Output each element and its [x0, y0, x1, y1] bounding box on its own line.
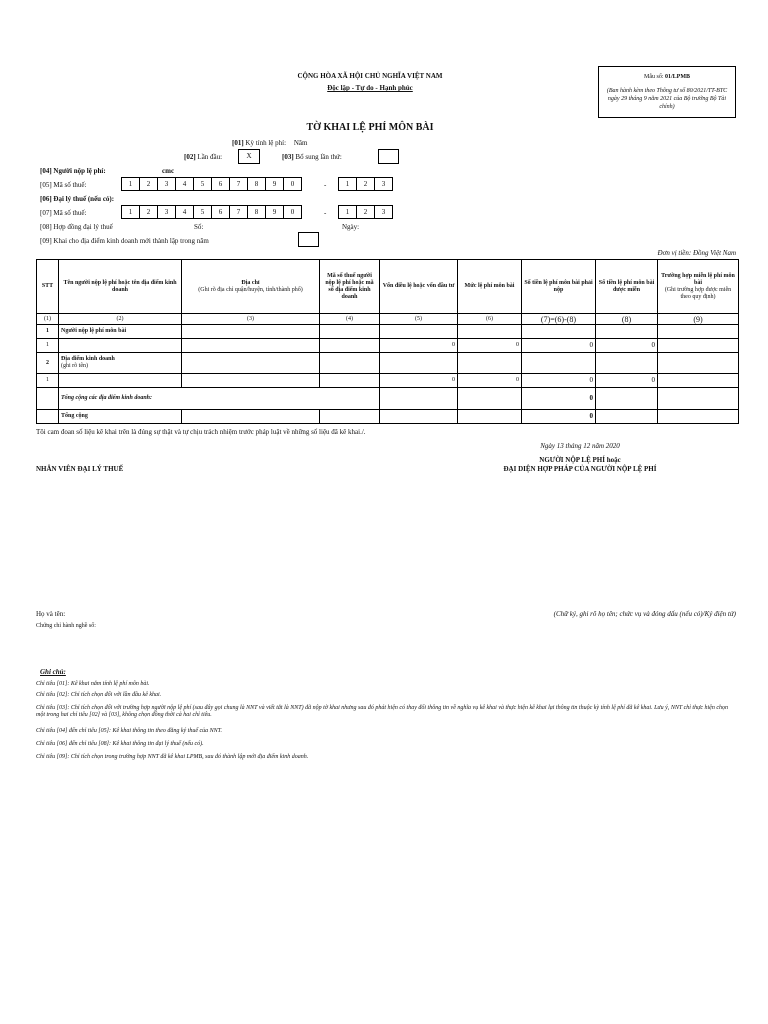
note-item: Chỉ tiêu [06] đến chỉ tiêu [08]: Kê khai thông tin đại lý thuế (nếu có). — [36, 741, 204, 747]
tax-code-cells — [122, 177, 302, 191]
fee-table — [36, 259, 739, 424]
section-row-payer — [37, 325, 739, 339]
field-01-code: [01] — [232, 139, 244, 147]
first-time-checkbox[interactable]: X — [238, 149, 260, 164]
section-note: (ghi rõ tên) — [61, 363, 88, 369]
tax-digit-cell: 6 — [211, 205, 230, 219]
form-number: 01/LPMB — [665, 74, 690, 80]
cell-exempt-amount[interactable]: 0 — [596, 374, 658, 388]
field-01-label: Kỳ tính lệ phí: — [245, 139, 287, 147]
note-item: Chỉ tiêu [04] đến chỉ tiêu [05]: Kê khai thông tin theo đăng ký thuế của NNT. — [36, 728, 223, 734]
country-name: CỘNG HÒA XÃ HỘI CHỦ NGHĨA VIỆT NAM — [297, 72, 443, 80]
col-header: Mã số thuế người nộp lệ phí hoặc mã số địa điểm kinh doanh — [320, 260, 380, 314]
agent-name-label: Họ và tên: — [36, 610, 66, 618]
cell-name[interactable] — [59, 374, 182, 388]
field-03-label: Bổ sung lần thứ: — [295, 153, 342, 161]
tax-digit-cell: 9 — [265, 177, 284, 191]
col-header-exempt — [658, 260, 739, 314]
cell-address[interactable] — [182, 374, 320, 388]
col-number: (7)=(6)-(8) — [522, 314, 596, 325]
field-02 — [184, 153, 222, 162]
tax-digit-cell: 4 — [175, 177, 194, 191]
field-03-code: [03] — [282, 153, 294, 161]
column-number-row — [37, 314, 739, 325]
col-header-address — [182, 260, 320, 314]
field-08 — [40, 223, 113, 232]
field-04-label: Người nộp lệ phí: — [53, 167, 106, 175]
agent-cert-label: Chứng chỉ hành nghề số: — [36, 623, 96, 629]
sign-note: (Chữ ký, ghi rõ họ tên; chức vụ và đóng dấu (nếu có)/Ký điện tử) — [553, 610, 736, 618]
tax-digit-cell: 7 — [229, 177, 248, 191]
agent-tax-code-dash: - — [324, 209, 327, 217]
section-label: Người nộp lệ phí môn bài — [59, 325, 182, 339]
subtotal-row — [37, 388, 739, 410]
subtotal-value: 0 — [522, 388, 596, 410]
tax-digit-cell: 8 — [247, 205, 266, 219]
form-number-box — [598, 66, 736, 118]
col-header: Số tiền lệ phí môn bài được miễn — [596, 260, 658, 314]
cell-exempt-case[interactable] — [658, 374, 739, 388]
table-row — [37, 374, 739, 388]
cell-fee-level[interactable]: 0 — [458, 374, 522, 388]
cell-name[interactable] — [59, 339, 182, 353]
branch-digit-cell: 1 — [338, 177, 357, 191]
field-04 — [40, 167, 106, 176]
cell-capital[interactable]: 0 — [380, 374, 458, 388]
col-number: (6) — [458, 314, 522, 325]
agent-branch-code-cells — [339, 205, 393, 219]
cell-fee-level[interactable]: 0 — [458, 339, 522, 353]
branch-digit-cell: 2 — [356, 177, 375, 191]
tax-digit-cell: 8 — [247, 177, 266, 191]
tax-digit-cell: 1 — [121, 205, 140, 219]
tax-digit-cell: 2 — [139, 177, 158, 191]
tax-code-dash: - — [324, 181, 327, 189]
field-08-code: [08] — [40, 223, 52, 231]
field-06-label: Đại lý thuế (nếu có): — [53, 195, 115, 203]
payer-name-value: cmc — [162, 167, 175, 175]
branch-code-cells — [339, 177, 393, 191]
field-09-label: Khai cho địa điểm kinh doanh mới thành lập trong năm — [53, 237, 209, 245]
supplement-checkbox[interactable] — [378, 149, 399, 164]
cell-exempt-case[interactable] — [658, 339, 739, 353]
col-number: (2) — [59, 314, 182, 325]
field-02-label: Lần đầu: — [197, 153, 223, 161]
form-number-label: Mẫu số: — [644, 74, 664, 80]
contract-date-label: Ngày: — [342, 223, 360, 231]
field-07 — [40, 209, 86, 218]
field-07-label: Mã số thuế: — [53, 209, 87, 217]
branch-digit-cell: 1 — [338, 205, 357, 219]
row-stt: 1 — [37, 374, 59, 388]
note-item: Chỉ tiêu [03]: Chỉ tích chọn đối với trường hợp người nộp lệ phí (sau đây gọi chung là NNT và viết tắt là NNT) đã nộp tờ khai nhưng sau đó phát hiện có thay đổi thông tin về nghĩa vụ kê khai và thực hiện kê khai lại thông tin thuộc kỳ tính lệ phí đã kê khai. Lưu ý, NNT chỉ thực hiện chọn một trong hai chỉ tiêu [02] và [03], không chọn đồng thời cả hai chỉ tiêu. — [36, 705, 729, 718]
field-02-code: [02] — [184, 153, 196, 161]
note-item: Chỉ tiêu [02]: Chỉ tích chọn đối với lần đầu kê khai. — [36, 692, 162, 698]
page-title: TỜ KHAI LỆ PHÍ MÔN BÀI — [306, 122, 434, 133]
tax-digit-cell: 2 — [139, 205, 158, 219]
tax-digit-cell: 4 — [175, 205, 194, 219]
col-number: (3) — [182, 314, 320, 325]
tax-digit-cell: 5 — [193, 205, 212, 219]
col-header: Địa chỉ — [241, 279, 260, 286]
cell-payable[interactable]: 0 — [522, 339, 596, 353]
total-label: Tổng cộng — [59, 410, 182, 424]
branch-digit-cell: 3 — [374, 177, 393, 191]
field-05 — [40, 181, 86, 190]
section-stt: 2 — [37, 353, 59, 374]
field-05-code: [05] — [40, 181, 52, 189]
field-04-code: [04] — [40, 167, 52, 175]
motto: Độc lập - Tự do - Hạnh phúc — [327, 84, 413, 92]
field-08-label: Hợp đồng đại lý thuế — [53, 223, 113, 231]
note-item: Chỉ tiêu [01]: Kê khai năm tính lệ phí môn bài. — [36, 681, 150, 687]
table-row — [37, 339, 739, 353]
cell-capital[interactable]: 0 — [380, 339, 458, 353]
tax-digit-cell: 5 — [193, 177, 212, 191]
cell-exempt-amount[interactable]: 0 — [596, 339, 658, 353]
field-03 — [282, 153, 342, 162]
payer-title-1: NGƯỜI NỘP LỆ PHÍ hoặc — [539, 456, 621, 464]
field-09 — [40, 237, 209, 246]
cell-payable[interactable]: 0 — [522, 374, 596, 388]
cell-tax-code[interactable] — [320, 374, 380, 388]
tax-digit-cell: 7 — [229, 205, 248, 219]
branch-digit-cell: 2 — [356, 205, 375, 219]
col-header: Tên người nộp lệ phí hoặc tên địa điểm kinh doanh — [59, 260, 182, 314]
col-number: (1) — [37, 314, 59, 325]
total-row — [37, 410, 739, 424]
col-header: Trường hợp miễn lệ phí môn bài — [661, 272, 735, 286]
tax-digit-cell: 1 — [121, 177, 140, 191]
field-01 — [232, 139, 307, 148]
agent-title: NHÂN VIÊN ĐẠI LÝ THUẾ — [36, 465, 124, 473]
agent-tax-code-cells — [122, 205, 302, 219]
cell-tax-code[interactable] — [320, 339, 380, 353]
section-row-locations — [37, 353, 739, 374]
col-header-note: (Ghi rõ địa chỉ quận/huyện, tỉnh/thành phố) — [198, 286, 303, 293]
currency-unit: Đơn vị tiền: Đồng Việt Nam — [657, 249, 736, 257]
field-01-value: Năm — [293, 139, 308, 147]
tax-digit-cell: 3 — [157, 205, 176, 219]
col-number: (9) — [658, 314, 739, 325]
section-stt: 1 — [37, 325, 59, 339]
section-label-cell — [59, 353, 182, 374]
contract-number-label: Số: — [194, 223, 204, 231]
cell-address[interactable] — [182, 339, 320, 353]
field-07-code: [07] — [40, 209, 52, 217]
col-header: STT — [37, 260, 59, 314]
col-header-note: (Ghi trường hợp được miễn theo quy định) — [664, 286, 732, 300]
total-value: 0 — [522, 410, 596, 424]
tax-digit-cell: 0 — [283, 205, 302, 219]
row-stt: 1 — [37, 339, 59, 353]
field-06-code: [06] — [40, 195, 52, 203]
col-header: Số tiền lệ phí môn bài phải nộp — [522, 260, 596, 314]
field-09-code: [09] — [40, 237, 52, 245]
col-number: (8) — [596, 314, 658, 325]
note-item: Chỉ tiêu [09]: Chỉ tích chọn trong trường hợp NNT đã kê khai LPMB, sau đó thành lập mới địa điểm kinh doanh. — [36, 754, 309, 760]
col-number: (5) — [380, 314, 458, 325]
subtotal-label: Tổng cộng các địa điểm kinh doanh: — [59, 388, 380, 410]
branch-digit-cell: 3 — [374, 205, 393, 219]
tax-digit-cell: 6 — [211, 177, 230, 191]
new-location-checkbox[interactable] — [298, 232, 319, 247]
field-05-label: Mã số thuế: — [53, 181, 87, 189]
col-header: Mức lệ phí môn bài — [458, 260, 522, 314]
col-header: Vốn điều lệ hoặc vốn đầu tư — [380, 260, 458, 314]
field-06 — [40, 195, 114, 204]
table-header-row — [37, 260, 739, 314]
tax-digit-cell: 3 — [157, 177, 176, 191]
section-label: Địa điểm kinh doanh — [61, 356, 115, 362]
col-number: (4) — [320, 314, 380, 325]
form-number-line — [599, 73, 735, 81]
sign-date: Ngày 13 tháng 12 năm 2020 — [540, 442, 620, 450]
payer-title-2: ĐẠI DIỆN HỢP PHÁP CỦA NGƯỜI NỘP LỆ PHÍ — [503, 465, 657, 473]
tax-digit-cell: 9 — [265, 205, 284, 219]
issued-note: (Ban hành kèm theo Thông tư số 80/2021/TT-BTC ngày 29 tháng 9 năm 2021 của Bộ trưởng Bộ Tài chính) — [606, 88, 728, 110]
notes-title: Ghi chú: — [40, 668, 66, 676]
tax-digit-cell: 0 — [283, 177, 302, 191]
declaration: Tôi cam đoan số liệu kê khai trên là đúng sự thật và tự chịu trách nhiệm trước pháp luật về những số liệu đã kê khai./. — [36, 428, 366, 436]
